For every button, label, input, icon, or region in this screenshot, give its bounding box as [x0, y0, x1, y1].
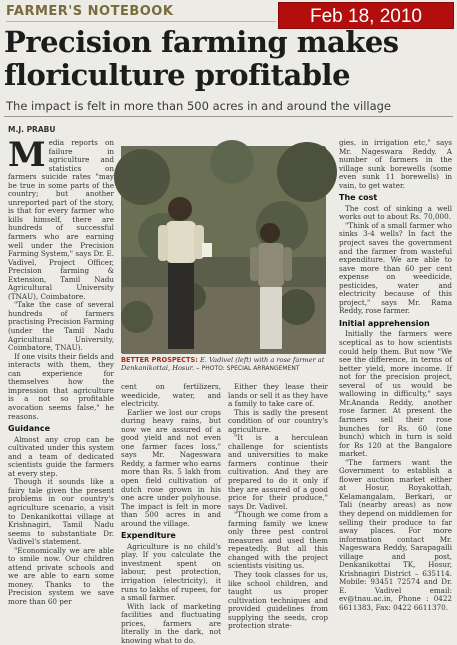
subheading-guidance: Guidance	[8, 424, 50, 434]
paragraph: "The farmers want the Government to establish a flower auction market either at Hosur, Royakottah, Kelamangalam, Berkari, or Tali (nearby areas) as now they depend on middlemen for selling their produce to far away places. For more information contact Mr. Nageswara Reddy, Sarapagalli village and post, Denkanikottai TK, Hosur, Krishnagiri District – 635114. Mobile: 93451 72574 and Dr. E. Vadivel email: ev@tnau.ac.in, Phone : 0422 6611383, Fax: 0422 6611370.	[339, 457, 452, 612]
section-kicker: FARMER'S NOTEBOOK	[6, 4, 174, 19]
paragraph: "Economically we are able to smile now. Our children attend private schools and we are able to earn some money. Thanks to the Precision system we save more than 60 per	[8, 545, 114, 606]
subheading-cost: The cost	[339, 193, 378, 203]
article-column-2	[121, 382, 221, 645]
paragraph: The cost of sinking a well works out to about Rs. 70,000.	[339, 203, 452, 222]
paragraph: "Take the case of several hundreds of farmers practising Precision Farming (under the Tamil Nadu Agricultural University, Coimbatore, TNAU).	[8, 300, 114, 353]
subheading-initial-apprehension: Initial apprehension	[339, 318, 430, 328]
date-badge: Feb 18, 2010	[278, 2, 454, 29]
paragraph: Though it sounds like a fairy tale given the present problems in our country's agriculture scenario, a visit to Denkanikottai village at Krishnagiri, Tamil Nadu seems to substantiate Dr. Vadivel's statement.	[8, 477, 114, 547]
article-column-3	[228, 382, 328, 631]
headline-line-1: Precision farming makes	[4, 25, 399, 59]
article-column-4	[339, 139, 452, 615]
intro-paragraph	[8, 135, 114, 301]
caption-label: BETTER PROSPECTS:	[121, 356, 198, 364]
paragraph: This is sadly the present condition of our country's agriculture.	[228, 407, 328, 434]
paragraph: Either they lease their lands or sell it as they have a family to take care of.	[228, 382, 328, 409]
drop-cap: M	[8, 135, 46, 175]
subhead-divider	[4, 116, 453, 117]
photo-credit: PHOTO: SPECIAL ARRANGEMENT	[201, 365, 300, 372]
paragraph: With lack of marketing facilities and fluctuating prices, farmers are literally in the dark, not knowing what to do.	[121, 601, 221, 645]
caption-text: E. Vadivel (left) with a rose farmer at Denkanikottai, Hosur. –	[121, 356, 325, 372]
photo-caption	[121, 356, 331, 373]
photo-illustration	[122, 147, 326, 354]
paragraph: "Think of a small farmer who sinks 3-4 wells? In fact the project saves the government and the farmer from wasteful expenditure. We are able to save more than 60 per cent expense on weedicide, pesticides, water and electricity because of this project," says Mr. Rama Reddy, rose farmer.	[339, 220, 452, 316]
paragraph: Agriculture is no child's play. If you calculate the investment spent on labour, pest protection, irrigation (electricity), it runs to lakhs of rupees, for a small farmer.	[121, 541, 221, 603]
paragraph: "Though we come from a farming family we knew only three pest control measures and used them repeatedly. But all this changed with the project scientists visiting us.	[228, 510, 328, 571]
headline-line-2: floriculture profitable	[4, 58, 351, 92]
article-column-1	[8, 135, 114, 615]
subheading-expenditure: Expenditure	[121, 531, 176, 541]
kicker-divider	[6, 21, 276, 22]
headline	[4, 26, 444, 92]
paragraph: If one visits their fields and interacts with them, they can experience for themselves how the impression that agriculture is a not so profitable avocation seems false," he reasons.	[8, 351, 114, 421]
paragraph: Initially the farmers were sceptical as to how scientists could help them. But now "We see the difference, in terms of better yield, more income. If not for the precision project, several of us would be wallowing in difficulty," says Mr.Ananda Reddy, another rose farmer. At present the farmers sell their rose bunches for Rs. 60 (one bunch) which in turn is sold for Rs 120 at the Bangalore market.	[339, 329, 452, 459]
paragraph: Almost any crop can be cultivated under this system and a team of dedicated scientists guide the farmers at every step.	[8, 434, 114, 478]
paragraph: gies, in irrigation etc," says Mr. Nageswara Reddy. A number of farmers in the village sunk borewells (some even sunk 11 borewells) in vain, to get water.	[339, 138, 452, 190]
byline: M.J. PRABU	[8, 125, 56, 134]
subheadline: The impact is felt in more than 500 acres in and around the village	[6, 99, 392, 113]
paragraph: They took classes for us, like school children, and taught us proper cultivation techniques and provided guidelines from supplying the seeds, crop protection strate-	[228, 570, 328, 631]
article-photo	[121, 146, 325, 353]
paragraph: Earlier we lost our crops during heavy rains, but now we are assured of a good yield and not even one farmer faces loss," says Mr. Nageswara Reddy, a farmer who earns more than Rs. 5 lakh from open field cultivation of dutch rose grown in his one acre under polyhouse. The impact is felt in more than 500 acres in and around the village.	[121, 407, 221, 528]
paragraph: cent on fertilizers, weedicide, water, and electricity.	[121, 382, 221, 409]
paragraph: "It is a herculean challenge for scientists and universities to make farmers continue their cultivation. And they are prepared to do it only if they are assured of a good price for their produce," says Dr. Vadivel.	[228, 433, 328, 511]
paragraph-text: edia reports on failure in agriculture and statistics on farmers suicide rates "may be true in some parts of the country; but another unreported part of the story, is that for every farmer who kills himself, there are hundreds of successful farmers who are earning well under the Precision Farming System," says Dr. E. Vadivel, Project Officer, Precision farming & Extension, Tamil Nadu Agricultural University (TNAU), Coimbatore.	[8, 138, 114, 301]
